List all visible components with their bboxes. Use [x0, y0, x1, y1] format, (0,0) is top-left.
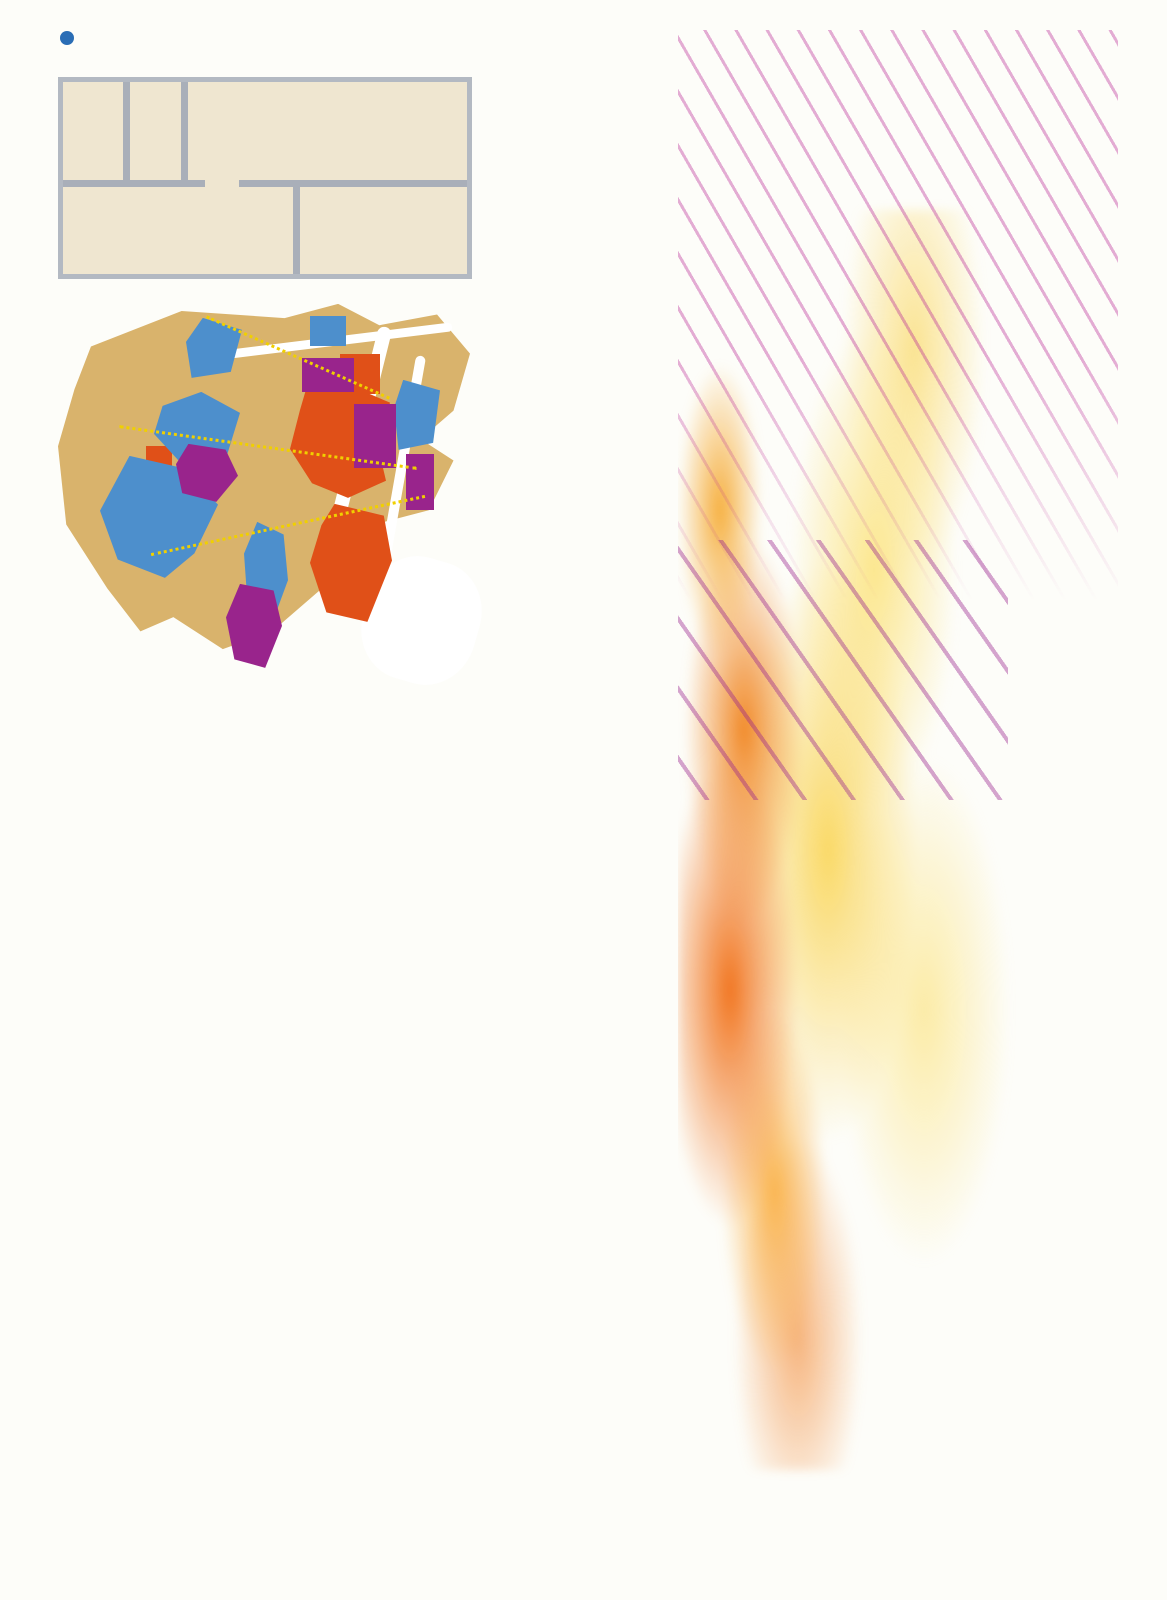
- section-h-heading: [58, 72, 462, 73]
- room-wall: [181, 82, 188, 180]
- quake-streaks-artwork: [678, 540, 1008, 800]
- kicker-number-badge: [60, 31, 74, 45]
- section-g-heading: [58, 59, 462, 60]
- room-wall: [63, 180, 205, 187]
- timeline-diagram: [678, 0, 1167, 1600]
- map-danger-patch-blue: [394, 380, 440, 450]
- map-danger-patch-blue: [310, 316, 346, 346]
- tokyo-ward-map: [58, 296, 476, 698]
- room-wall: [123, 82, 130, 180]
- room-wall: [293, 187, 300, 274]
- section-i-heading: [58, 291, 462, 292]
- middle-column: [468, 46, 678, 56]
- kicker: [58, 30, 462, 45]
- room-illustration: [58, 77, 472, 279]
- map-danger-patch-purple: [406, 454, 434, 510]
- left-column: [58, 30, 462, 698]
- room-wall: [239, 180, 467, 187]
